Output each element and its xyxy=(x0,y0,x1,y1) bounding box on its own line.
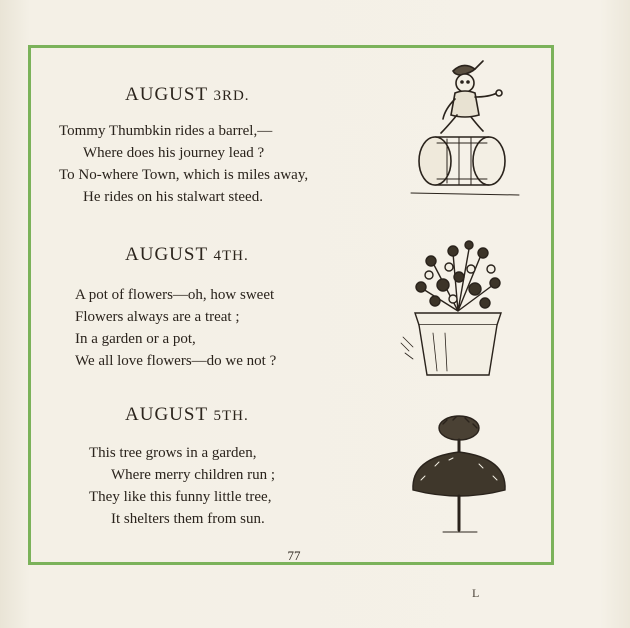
entry-heading xyxy=(125,404,249,426)
verse xyxy=(59,120,308,208)
verse-line: Flowers always are a treat ; xyxy=(75,309,240,325)
verse-line: It shelters them from sun. xyxy=(111,511,265,527)
verse-line: In a garden or a pot, xyxy=(75,331,196,347)
verse-line: Where merry children run ; xyxy=(111,467,276,483)
verse-line: Tommy Thumbkin rides a barrel,— xyxy=(59,123,273,139)
verse-line: Where does his journey lead ? xyxy=(83,145,265,161)
verse xyxy=(75,284,276,372)
verse-line: To No-where Town, which is miles away, xyxy=(59,167,309,183)
page-number: 77 xyxy=(287,548,301,563)
topiary-tree-illustration xyxy=(399,410,519,540)
heading-month: AUGUST xyxy=(125,244,208,265)
heading-day: 4TH. xyxy=(213,248,249,264)
signature-mark: L xyxy=(472,586,480,600)
heading-month: AUGUST xyxy=(125,404,208,425)
heading-day: 5TH. xyxy=(213,408,249,424)
boy-on-barrel-illustration xyxy=(401,53,521,203)
entry-heading xyxy=(125,84,250,106)
page-frame xyxy=(28,45,554,565)
heading-day: 3RD. xyxy=(213,88,250,104)
verse-line: A pot of flowers—oh, how sweet xyxy=(75,287,275,303)
verse-line: We all love flowers—do we not ? xyxy=(75,353,277,369)
verse-line: This tree grows in a garden, xyxy=(89,445,257,461)
heading-month: AUGUST xyxy=(125,84,208,105)
entry-heading xyxy=(125,244,249,266)
verse-line: They like this funny little tree, xyxy=(89,489,272,505)
verse-line: He rides on his stalwart steed. xyxy=(83,189,263,205)
flower-pot-illustration xyxy=(393,233,523,383)
verse xyxy=(89,442,275,530)
